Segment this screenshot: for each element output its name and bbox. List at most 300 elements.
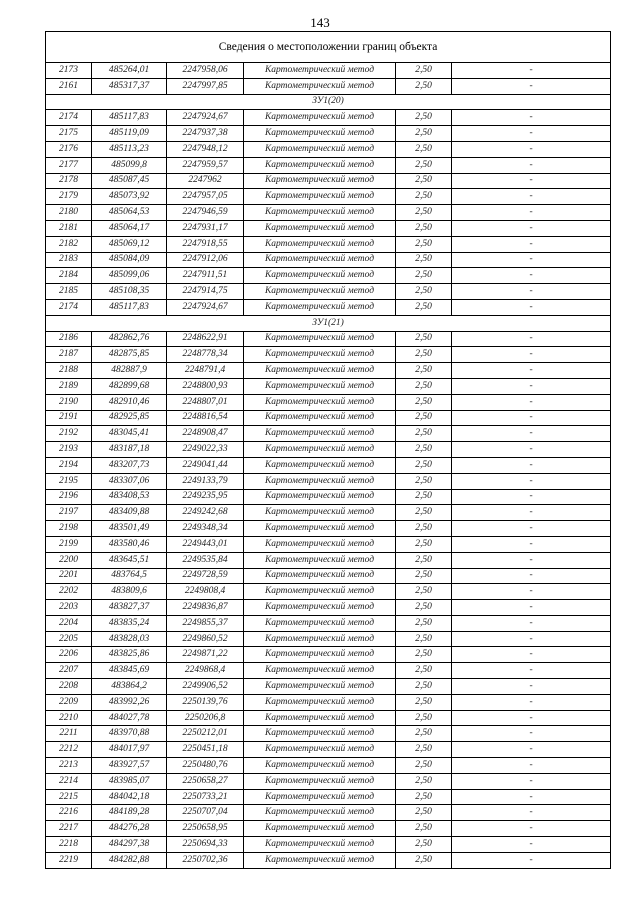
description-cell: - [452, 331, 611, 347]
description-cell: - [452, 663, 611, 679]
description-cell: - [452, 78, 611, 94]
method-cell: Картометрический метод [244, 442, 396, 458]
accuracy-cell: 2,50 [396, 189, 452, 205]
coord-x-cell: 484276,28 [92, 821, 167, 837]
method-cell: Картометрический метод [244, 126, 396, 142]
description-cell: - [452, 647, 611, 663]
accuracy-cell: 2,50 [396, 631, 452, 647]
table-row [46, 394, 611, 410]
coord-y-cell: 2249808,4 [167, 584, 244, 600]
accuracy-cell: 2,50 [396, 742, 452, 758]
description-cell: - [452, 742, 611, 758]
description-cell: - [452, 141, 611, 157]
table-row [46, 284, 611, 300]
method-cell: Картометрический метод [244, 837, 396, 853]
table-row [46, 521, 611, 537]
method-cell: Картометрический метод [244, 631, 396, 647]
coord-x-cell: 483927,57 [92, 758, 167, 774]
point-number-cell: 2214 [46, 773, 92, 789]
accuracy-cell: 2,50 [396, 378, 452, 394]
description-cell: - [452, 710, 611, 726]
description-cell: - [452, 773, 611, 789]
table-body [46, 32, 611, 869]
accuracy-cell: 2,50 [396, 268, 452, 284]
coord-x-cell: 485108,35 [92, 284, 167, 300]
coord-x-cell: 485117,83 [92, 110, 167, 126]
accuracy-cell: 2,50 [396, 694, 452, 710]
coord-x-cell: 484189,28 [92, 805, 167, 821]
description-cell: - [452, 63, 611, 79]
table-row [46, 631, 611, 647]
coord-y-cell: 2250694,33 [167, 837, 244, 853]
method-cell: Картометрический метод [244, 141, 396, 157]
coord-x-cell: 484297,38 [92, 837, 167, 853]
coord-y-cell: 2247958,06 [167, 63, 244, 79]
point-number-cell: 2211 [46, 726, 92, 742]
coord-x-cell: 482862,76 [92, 331, 167, 347]
method-cell: Картометрический метод [244, 805, 396, 821]
coord-x-cell: 485317,37 [92, 78, 167, 94]
point-number-cell: 2210 [46, 710, 92, 726]
table-title: Сведения о местоположении границ объекта [46, 32, 611, 63]
table-row [46, 78, 611, 94]
point-number-cell: 2188 [46, 363, 92, 379]
table-row [46, 220, 611, 236]
accuracy-cell: 2,50 [396, 505, 452, 521]
group-header-row [46, 315, 611, 331]
coord-x-cell: 485069,12 [92, 236, 167, 252]
table-row [46, 852, 611, 868]
point-number-cell: 2191 [46, 410, 92, 426]
coord-x-cell: 483580,46 [92, 536, 167, 552]
point-number-cell: 2208 [46, 679, 92, 695]
point-number-cell: 2203 [46, 600, 92, 616]
coord-y-cell: 2250707,04 [167, 805, 244, 821]
description-cell: - [452, 552, 611, 568]
page-number: 143 [310, 15, 330, 30]
table-row [46, 205, 611, 221]
point-number-cell: 2182 [46, 236, 92, 252]
table-row [46, 426, 611, 442]
accuracy-cell: 2,50 [396, 78, 452, 94]
accuracy-cell: 2,50 [396, 363, 452, 379]
coord-y-cell: 2247912,06 [167, 252, 244, 268]
method-cell: Картометрический метод [244, 252, 396, 268]
point-number-cell: 2196 [46, 489, 92, 505]
point-number-cell: 2194 [46, 457, 92, 473]
method-cell: Картометрический метод [244, 205, 396, 221]
method-cell: Картометрический метод [244, 521, 396, 537]
method-cell: Картометрический метод [244, 758, 396, 774]
point-number-cell: 2175 [46, 126, 92, 142]
accuracy-cell: 2,50 [396, 410, 452, 426]
table-row [46, 363, 611, 379]
description-cell: - [452, 726, 611, 742]
description-cell: - [452, 126, 611, 142]
coord-x-cell: 483985,07 [92, 773, 167, 789]
method-cell: Картометрический метод [244, 473, 396, 489]
description-cell: - [452, 205, 611, 221]
table-row [46, 457, 611, 473]
coord-y-cell: 2247914,75 [167, 284, 244, 300]
description-cell: - [452, 442, 611, 458]
accuracy-cell: 2,50 [396, 394, 452, 410]
method-cell: Картометрический метод [244, 852, 396, 868]
accuracy-cell: 2,50 [396, 299, 452, 315]
point-number-cell: 2205 [46, 631, 92, 647]
description-cell: - [452, 426, 611, 442]
point-number-cell: 2181 [46, 220, 92, 236]
accuracy-cell: 2,50 [396, 489, 452, 505]
point-number-cell: 2199 [46, 536, 92, 552]
method-cell: Картометрический метод [244, 694, 396, 710]
point-number-cell: 2217 [46, 821, 92, 837]
table-row [46, 568, 611, 584]
method-cell: Картометрический метод [244, 189, 396, 205]
coord-x-cell: 483970,88 [92, 726, 167, 742]
coord-y-cell: 2248908,47 [167, 426, 244, 442]
accuracy-cell: 2,50 [396, 773, 452, 789]
table-row [46, 236, 611, 252]
method-cell: Картометрический метод [244, 410, 396, 426]
coord-x-cell: 483187,18 [92, 442, 167, 458]
point-number-cell: 2201 [46, 568, 92, 584]
table-row [46, 679, 611, 695]
coord-x-cell: 485099,8 [92, 157, 167, 173]
coord-y-cell: 2248800,93 [167, 378, 244, 394]
point-number-cell: 2197 [46, 505, 92, 521]
method-cell: Картометрический метод [244, 710, 396, 726]
table-row [46, 173, 611, 189]
description-cell: - [452, 615, 611, 631]
point-number-cell: 2219 [46, 852, 92, 868]
table-row [46, 821, 611, 837]
point-number-cell: 2174 [46, 299, 92, 315]
accuracy-cell: 2,50 [396, 726, 452, 742]
coord-x-cell: 485117,83 [92, 299, 167, 315]
description-cell: - [452, 394, 611, 410]
accuracy-cell: 2,50 [396, 805, 452, 821]
description-cell: - [452, 568, 611, 584]
point-number-cell: 2204 [46, 615, 92, 631]
table-row [46, 331, 611, 347]
coord-x-cell: 482875,85 [92, 347, 167, 363]
coord-x-cell: 484017,97 [92, 742, 167, 758]
point-number-cell: 2207 [46, 663, 92, 679]
coord-x-cell: 485119,09 [92, 126, 167, 142]
accuracy-cell: 2,50 [396, 821, 452, 837]
table-row [46, 157, 611, 173]
description-cell: - [452, 536, 611, 552]
accuracy-cell: 2,50 [396, 584, 452, 600]
accuracy-cell: 2,50 [396, 442, 452, 458]
accuracy-cell: 2,50 [396, 110, 452, 126]
coord-x-cell: 482899,68 [92, 378, 167, 394]
coord-x-cell: 483845,69 [92, 663, 167, 679]
accuracy-cell: 2,50 [396, 205, 452, 221]
accuracy-cell: 2,50 [396, 157, 452, 173]
description-cell: - [452, 789, 611, 805]
method-cell: Картометрический метод [244, 489, 396, 505]
description-cell: - [452, 220, 611, 236]
coord-y-cell: 2249906,52 [167, 679, 244, 695]
description-cell: - [452, 363, 611, 379]
description-cell: - [452, 852, 611, 868]
point-number-cell: 2213 [46, 758, 92, 774]
accuracy-cell: 2,50 [396, 679, 452, 695]
method-cell: Картометрический метод [244, 363, 396, 379]
coord-x-cell: 485087,45 [92, 173, 167, 189]
table-row [46, 789, 611, 805]
table-row [46, 473, 611, 489]
accuracy-cell: 2,50 [396, 600, 452, 616]
point-number-cell: 2212 [46, 742, 92, 758]
method-cell: Картометрический метод [244, 584, 396, 600]
accuracy-cell: 2,50 [396, 521, 452, 537]
coord-y-cell: 2247937,38 [167, 126, 244, 142]
table-row [46, 584, 611, 600]
table-row [46, 837, 611, 853]
coord-x-cell: 483992,26 [92, 694, 167, 710]
description-cell: - [452, 284, 611, 300]
table-row [46, 63, 611, 79]
accuracy-cell: 2,50 [396, 126, 452, 142]
table-row [46, 647, 611, 663]
coord-x-cell: 485084,09 [92, 252, 167, 268]
point-number-cell: 2206 [46, 647, 92, 663]
coord-x-cell: 483864,2 [92, 679, 167, 695]
coord-x-cell: 483207,73 [92, 457, 167, 473]
table-row [46, 742, 611, 758]
coord-y-cell: 2249133,79 [167, 473, 244, 489]
coord-y-cell: 2247911,51 [167, 268, 244, 284]
description-cell: - [452, 457, 611, 473]
coord-y-cell: 2247918,55 [167, 236, 244, 252]
table-row [46, 442, 611, 458]
coord-y-cell: 2248816,54 [167, 410, 244, 426]
coord-y-cell: 2247924,67 [167, 110, 244, 126]
coord-x-cell: 483645,51 [92, 552, 167, 568]
method-cell: Картометрический метод [244, 821, 396, 837]
coord-y-cell: 2247924,67 [167, 299, 244, 315]
point-number-cell: 2187 [46, 347, 92, 363]
method-cell: Картометрический метод [244, 536, 396, 552]
description-cell: - [452, 505, 611, 521]
method-cell: Картометрический метод [244, 505, 396, 521]
coord-y-cell: 2250658,95 [167, 821, 244, 837]
description-cell: - [452, 600, 611, 616]
coord-y-cell: 2249728,59 [167, 568, 244, 584]
coord-y-cell: 2247957,05 [167, 189, 244, 205]
description-cell: - [452, 410, 611, 426]
coord-y-cell: 2248807,01 [167, 394, 244, 410]
coord-y-cell: 2249860,52 [167, 631, 244, 647]
method-cell: Картометрический метод [244, 268, 396, 284]
accuracy-cell: 2,50 [396, 536, 452, 552]
accuracy-cell: 2,50 [396, 347, 452, 363]
coord-x-cell: 485064,17 [92, 220, 167, 236]
point-number-cell: 2195 [46, 473, 92, 489]
point-number-cell: 2218 [46, 837, 92, 853]
coord-y-cell: 2247959,57 [167, 157, 244, 173]
point-number-cell: 2161 [46, 78, 92, 94]
table-row [46, 694, 611, 710]
accuracy-cell: 2,50 [396, 426, 452, 442]
coord-y-cell: 2248791,4 [167, 363, 244, 379]
table-row [46, 805, 611, 821]
accuracy-cell: 2,50 [396, 615, 452, 631]
table-row [46, 505, 611, 521]
point-number-cell: 2184 [46, 268, 92, 284]
method-cell: Картометрический метод [244, 615, 396, 631]
point-number-cell: 2179 [46, 189, 92, 205]
accuracy-cell: 2,50 [396, 647, 452, 663]
coord-x-cell: 484282,88 [92, 852, 167, 868]
description-cell: - [452, 805, 611, 821]
boundary-coordinates-table [45, 31, 611, 869]
coord-x-cell: 483828,03 [92, 631, 167, 647]
coord-y-cell: 2248622,91 [167, 331, 244, 347]
table-row [46, 600, 611, 616]
coord-x-cell: 483809,6 [92, 584, 167, 600]
point-number-cell: 2216 [46, 805, 92, 821]
accuracy-cell: 2,50 [396, 758, 452, 774]
table-row [46, 268, 611, 284]
description-cell: - [452, 110, 611, 126]
coord-y-cell: 2249871,22 [167, 647, 244, 663]
coord-y-cell: 2249348,34 [167, 521, 244, 537]
table-title-row [46, 32, 611, 63]
method-cell: Картометрический метод [244, 552, 396, 568]
point-number-cell: 2174 [46, 110, 92, 126]
description-cell: - [452, 236, 611, 252]
description-cell: - [452, 189, 611, 205]
table-row [46, 773, 611, 789]
point-number-cell: 2189 [46, 378, 92, 394]
coord-y-cell: 2250733,21 [167, 789, 244, 805]
description-cell: - [452, 268, 611, 284]
accuracy-cell: 2,50 [396, 284, 452, 300]
coord-y-cell: 2248778,34 [167, 347, 244, 363]
coord-x-cell: 485264,01 [92, 63, 167, 79]
table-row [46, 758, 611, 774]
table-row [46, 378, 611, 394]
coord-x-cell: 483825,86 [92, 647, 167, 663]
coord-y-cell: 2249868,4 [167, 663, 244, 679]
accuracy-cell: 2,50 [396, 552, 452, 568]
accuracy-cell: 2,50 [396, 710, 452, 726]
table-row [46, 710, 611, 726]
method-cell: Картометрический метод [244, 157, 396, 173]
coord-x-cell: 485099,06 [92, 268, 167, 284]
description-cell: - [452, 252, 611, 268]
description-cell: - [452, 679, 611, 695]
coord-x-cell: 483764,5 [92, 568, 167, 584]
coord-x-cell: 483501,49 [92, 521, 167, 537]
group-label: ЗУ1(20) [46, 94, 611, 110]
coord-y-cell: 2249836,87 [167, 600, 244, 616]
point-number-cell: 2200 [46, 552, 92, 568]
coord-y-cell: 2247997,85 [167, 78, 244, 94]
coord-x-cell: 483408,53 [92, 489, 167, 505]
description-cell: - [452, 347, 611, 363]
method-cell: Картометрический метод [244, 299, 396, 315]
coord-y-cell: 2249022,33 [167, 442, 244, 458]
table-row [46, 299, 611, 315]
coord-x-cell: 482887,9 [92, 363, 167, 379]
description-cell: - [452, 821, 611, 837]
coord-y-cell: 2250658,27 [167, 773, 244, 789]
coord-x-cell: 485064,53 [92, 205, 167, 221]
group-header-row [46, 94, 611, 110]
point-number-cell: 2190 [46, 394, 92, 410]
table-row [46, 347, 611, 363]
accuracy-cell: 2,50 [396, 473, 452, 489]
coord-y-cell: 2249443,01 [167, 536, 244, 552]
method-cell: Картометрический метод [244, 789, 396, 805]
method-cell: Картометрический метод [244, 110, 396, 126]
table-row [46, 126, 611, 142]
method-cell: Картометрический метод [244, 600, 396, 616]
coord-y-cell: 2250702,36 [167, 852, 244, 868]
accuracy-cell: 2,50 [396, 173, 452, 189]
method-cell: Картометрический метод [244, 663, 396, 679]
description-cell: - [452, 631, 611, 647]
coord-y-cell: 2247931,17 [167, 220, 244, 236]
method-cell: Картометрический метод [244, 78, 396, 94]
point-number-cell: 2209 [46, 694, 92, 710]
point-number-cell: 2177 [46, 157, 92, 173]
coord-y-cell: 2250206,8 [167, 710, 244, 726]
coord-x-cell: 483409,88 [92, 505, 167, 521]
accuracy-cell: 2,50 [396, 236, 452, 252]
accuracy-cell: 2,50 [396, 141, 452, 157]
coord-x-cell: 483827,37 [92, 600, 167, 616]
description-cell: - [452, 157, 611, 173]
point-number-cell: 2185 [46, 284, 92, 300]
coord-x-cell: 483045,41 [92, 426, 167, 442]
table-row [46, 552, 611, 568]
coord-y-cell: 2247948,12 [167, 141, 244, 157]
accuracy-cell: 2,50 [396, 852, 452, 868]
coord-x-cell: 483835,24 [92, 615, 167, 631]
table-row [46, 252, 611, 268]
method-cell: Картометрический метод [244, 378, 396, 394]
accuracy-cell: 2,50 [396, 837, 452, 853]
method-cell: Картометрический метод [244, 773, 396, 789]
coord-y-cell: 2249041,44 [167, 457, 244, 473]
method-cell: Картометрический метод [244, 220, 396, 236]
table-row [46, 141, 611, 157]
description-cell: - [452, 473, 611, 489]
point-number-cell: 2202 [46, 584, 92, 600]
table-row [46, 663, 611, 679]
description-cell: - [452, 521, 611, 537]
point-number-cell: 2215 [46, 789, 92, 805]
coord-y-cell: 2249242,68 [167, 505, 244, 521]
method-cell: Картометрический метод [244, 647, 396, 663]
point-number-cell: 2193 [46, 442, 92, 458]
description-cell: - [452, 173, 611, 189]
description-cell: - [452, 378, 611, 394]
description-cell: - [452, 489, 611, 505]
method-cell: Картометрический метод [244, 679, 396, 695]
coord-x-cell: 485073,92 [92, 189, 167, 205]
accuracy-cell: 2,50 [396, 63, 452, 79]
method-cell: Картометрический метод [244, 457, 396, 473]
coord-y-cell: 2247946,59 [167, 205, 244, 221]
table-row [46, 726, 611, 742]
